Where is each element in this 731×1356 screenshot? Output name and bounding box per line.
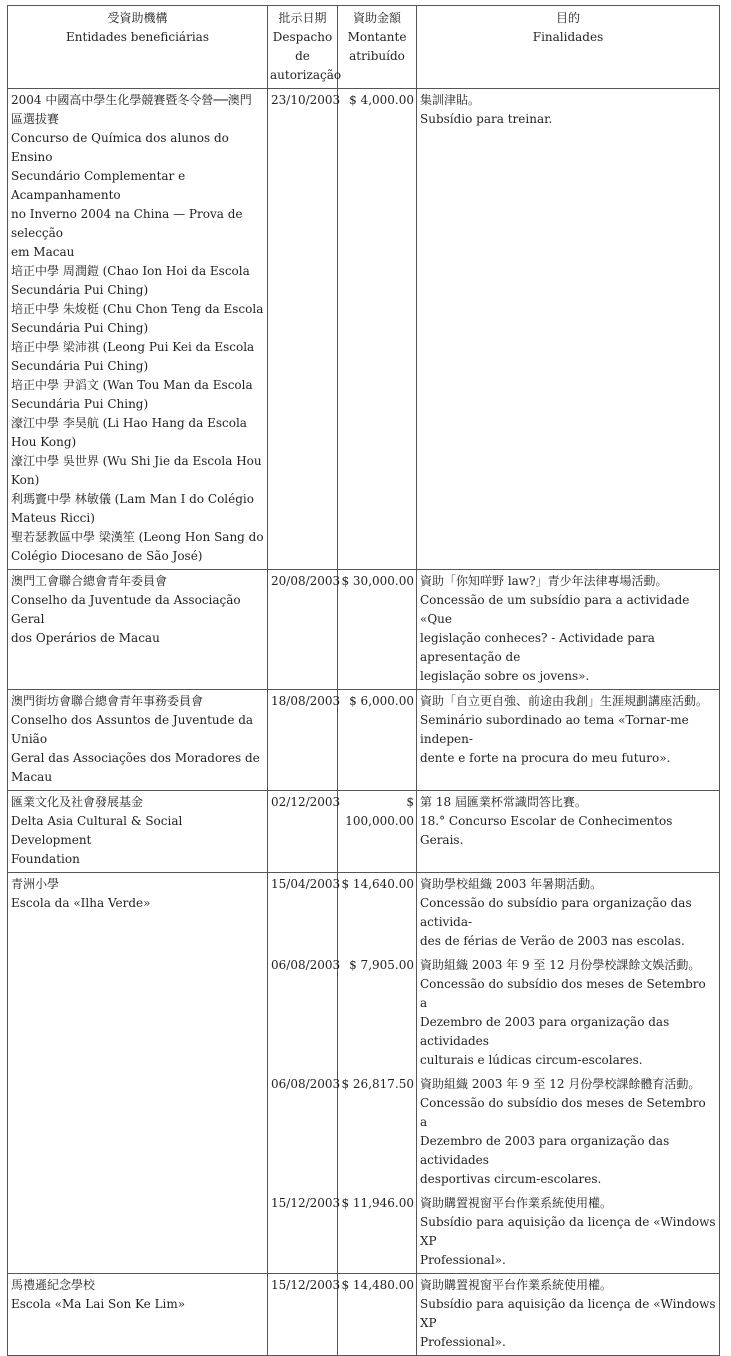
entity-cell <box>8 873 268 955</box>
purpose-line: dente e forte na procura do meu futuro». <box>420 751 671 765</box>
purpose-cell <box>417 1274 720 1356</box>
purpose-cell <box>417 954 720 1073</box>
date-cell: 02/12/2003 <box>268 791 338 873</box>
table-row <box>8 89 720 570</box>
purpose-cell <box>417 1073 720 1192</box>
subsidy-table <box>7 5 720 1356</box>
entity-line: 濠江中學 吳世界 (Wu Shi Jie da Escola Hou <box>11 454 262 468</box>
purpose-line: 資助「自立更自強、前途由我創」生涯規劃講座活動。 <box>420 694 709 708</box>
entity-line: em Macau <box>11 245 75 259</box>
table-row <box>8 1073 720 1192</box>
entity-cell <box>8 1073 268 1192</box>
entity-line: Concurso de Química dos alunos do Ensino <box>11 131 233 164</box>
amount-cell: $ 4,000.00 <box>338 89 417 570</box>
purpose-line: des de férias de Verão de 2003 nas escolas. <box>420 934 685 948</box>
table-body <box>8 89 720 1356</box>
date-cell: 06/08/2003 <box>268 1073 338 1192</box>
entity-cell <box>8 791 268 873</box>
amount-cell: $ 14,640.00 <box>338 873 417 955</box>
purpose-line: 18.° Concurso Escolar de Conhecimentos Gerais. <box>420 814 677 847</box>
purpose-line: 資助購置視窗平台作業系統使用權。 <box>420 1278 613 1292</box>
header-purpose-zh: 目的 <box>555 11 580 25</box>
entity-line: Escola da «Ilha Verde» <box>11 896 151 910</box>
entity-line: Colégio Diocesano de São José) <box>11 549 203 563</box>
amount-cell: $ 7,905.00 <box>338 954 417 1073</box>
header-date-pt2: autorização <box>270 68 342 82</box>
table-row <box>8 690 720 791</box>
purpose-line: Subsídio para treinar. <box>420 112 553 126</box>
date-cell: 15/04/2003 <box>268 873 338 955</box>
entity-line: 濠江中學 李昊航 (Li Hao Hang da Escola <box>11 416 247 430</box>
purpose-line: culturais e lúdicas circum-escolares. <box>420 1053 643 1067</box>
purpose-line: 資助學校組織 2003 年暑期活動。 <box>420 877 603 891</box>
date-cell: 15/12/2003 <box>268 1192 338 1274</box>
header-purpose-pt: Finalidades <box>532 30 604 44</box>
entity-line: Escola «Ma Lai Son Ke Lim» <box>11 1297 186 1311</box>
date-cell: 18/08/2003 <box>268 690 338 791</box>
header-amount-pt2: atribuído <box>349 49 405 63</box>
amount-cell: $ 100,000.00 <box>338 791 417 873</box>
table-row <box>8 873 720 955</box>
amount-cell: $ 11,946.00 <box>338 1192 417 1274</box>
entity-line: Foundation <box>11 852 80 866</box>
header-date-zh: 批示日期 <box>278 11 327 25</box>
entity-line: Secundário Complementar e Acampanhamento <box>11 169 190 202</box>
purpose-line: 第 18 屆匯業杯常識問答比賽。 <box>420 795 587 809</box>
table-row <box>8 570 720 690</box>
header-date-pt1: Despacho de <box>272 30 337 63</box>
entity-line: Secundária Pui Ching) <box>11 321 149 335</box>
purpose-line: Seminário subordinado ao tema «Tornar-me indepen- <box>420 713 693 746</box>
purpose-line: legislação conheces? - Actividade para apresentação de <box>420 631 659 664</box>
date-cell: 06/08/2003 <box>268 954 338 1073</box>
entity-line: 利瑪竇中學 林敏儀 (Lam Man I do Colégio <box>11 492 254 506</box>
amount-cell: $ 6,000.00 <box>338 690 417 791</box>
entity-line: 匯業文化及社會發展基金 <box>11 795 144 809</box>
date-cell: 15/12/2003 <box>268 1274 338 1356</box>
purpose-line: 集訓津貼。 <box>420 93 481 107</box>
entity-cell <box>8 570 268 690</box>
purpose-line: Subsídio para aquisição da licença de «Windows XP <box>420 1297 720 1330</box>
header-purpose <box>417 6 720 89</box>
date-cell: 20/08/2003 <box>268 570 338 690</box>
entity-line: 區選拔賽 <box>11 112 60 126</box>
purpose-cell <box>417 570 720 690</box>
entity-line: 2004 中國高中學生化學競賽暨冬令營──澳門 <box>11 93 252 107</box>
purpose-line: Professional». <box>420 1335 506 1349</box>
entity-line: 馬禮遜紀念學校 <box>11 1278 96 1292</box>
entity-line: Conselho da Juventude da Associação Geral <box>11 593 245 626</box>
header-entity-pt: Entidades beneficiárias <box>66 30 209 44</box>
entity-cell <box>8 954 268 1073</box>
purpose-line: Professional». <box>420 1253 506 1267</box>
entity-line: Secundária Pui Ching) <box>11 397 149 411</box>
purpose-line: desportivas circum-escolares. <box>420 1172 602 1186</box>
header-date <box>268 6 342 89</box>
entity-line: no Inverno 2004 na China — Prova de selecção <box>11 207 247 240</box>
header-entity-zh: 受資助機構 <box>107 11 168 25</box>
purpose-cell <box>417 1192 720 1274</box>
entity-cell <box>8 690 268 791</box>
amount-cell: $ 26,817.50 <box>338 1073 417 1192</box>
entity-line: 聖若瑟教區中學 梁漢笙 (Leong Hon Sang do <box>11 530 264 544</box>
purpose-line: 資助「你知咩野 law?」青少年法律專場活動。 <box>420 574 668 588</box>
table-row <box>8 791 720 873</box>
header-amount-pt1: Montante <box>347 30 407 44</box>
purpose-line: Concessão de um subsídio para a actividade «Que <box>420 593 694 626</box>
purpose-line: Subsídio para aquisição da licença de «Windows XP <box>420 1215 720 1248</box>
header-entity <box>8 6 268 89</box>
entity-line: Delta Asia Cultural & Social Development <box>11 814 187 847</box>
header-row <box>8 6 720 89</box>
entity-line: Conselho dos Assuntos de Juventude da União <box>11 713 257 746</box>
purpose-line: Concessão do subsídio para organização das activida- <box>420 896 696 929</box>
entity-line: 澳門工會聯合總會青年委員會 <box>11 574 168 588</box>
table-row <box>8 954 720 1073</box>
purpose-line: Dezembro de 2003 para organização das actividades <box>420 1015 674 1048</box>
entity-line: 培正中學 尹滔文 (Wan Tou Man da Escola <box>11 378 253 392</box>
entity-line: Kon) <box>11 473 40 487</box>
entity-line: Geral das Associações dos Moradores de Macau <box>11 751 264 784</box>
purpose-line: 資助購置視窗平台作業系統使用權。 <box>420 1196 613 1210</box>
entity-cell <box>8 1192 268 1274</box>
purpose-line: legislação sobre os jovens». <box>420 669 590 683</box>
entity-line: Secundária Pui Ching) <box>11 283 149 297</box>
entity-line: dos Operários de Macau <box>11 631 160 645</box>
table-row <box>8 1274 720 1356</box>
purpose-line: Dezembro de 2003 para organização das actividades <box>420 1134 674 1167</box>
date-cell: 23/10/2003 <box>268 89 338 570</box>
entity-cell <box>8 89 268 570</box>
entity-line: 培正中學 朱焌梃 (Chu Chon Teng da Escola <box>11 302 264 316</box>
entity-line: 培正中學 梁沛祺 (Leong Pui Kei da Escola <box>11 340 255 354</box>
purpose-line: 資助組織 2003 年 9 至 12 月份學校課餘體育活動。 <box>420 1077 701 1091</box>
amount-cell: $ 14,480.00 <box>338 1274 417 1356</box>
table-row <box>8 1192 720 1274</box>
purpose-cell <box>417 690 720 791</box>
purpose-line: 資助組織 2003 年 9 至 12 月份學校課餘文娛活動。 <box>420 958 701 972</box>
entity-line: 青洲小學 <box>11 877 60 891</box>
purpose-cell <box>417 791 720 873</box>
purpose-line: Concessão do subsídio dos meses de Setembro a <box>420 1096 710 1129</box>
entity-line: 培正中學 周潤鎧 (Chao Ion Hoi da Escola <box>11 264 250 278</box>
purpose-cell <box>417 873 720 955</box>
header-amount <box>338 6 417 89</box>
purpose-line: Concessão do subsídio dos meses de Setembro a <box>420 977 710 1010</box>
entity-line: Secundária Pui Ching) <box>11 359 149 373</box>
amount-cell: $ 30,000.00 <box>338 570 417 690</box>
entity-line: Hou Kong) <box>11 435 77 449</box>
entity-cell <box>8 1274 268 1356</box>
purpose-cell <box>417 89 720 570</box>
entity-line: 澳門街坊會聯合總會青年事務委員會 <box>11 694 204 708</box>
header-amount-zh: 資助金額 <box>352 11 401 25</box>
entity-line: Mateus Ricci) <box>11 511 95 525</box>
